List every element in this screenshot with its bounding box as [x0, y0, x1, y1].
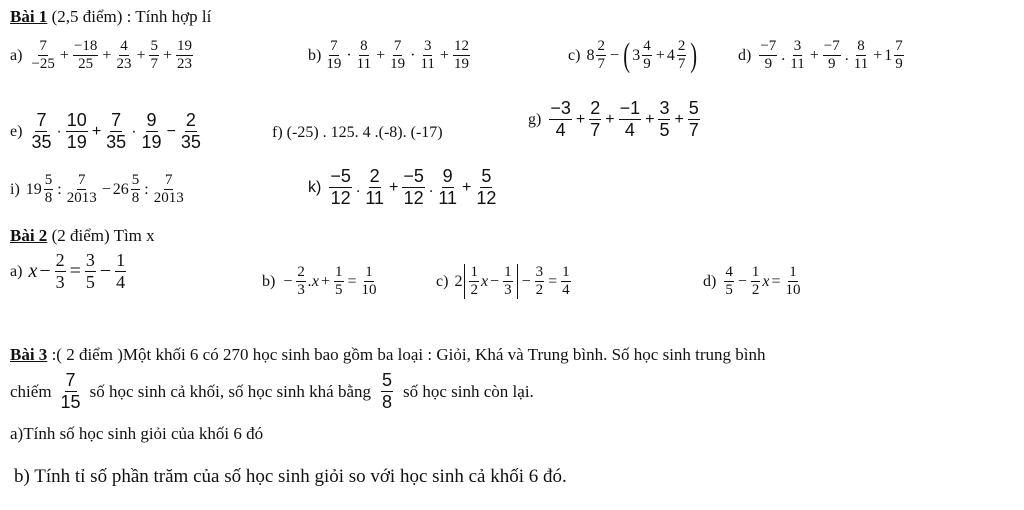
- fraction: 3 11: [790, 38, 805, 72]
- problem-2d: d) 4 5 − $\frac{1}{2}$ x = $\frac{1}{10}$: [703, 264, 801, 298]
- label-1k: k): [308, 178, 322, 196]
- fraction: −7 9: [760, 38, 777, 72]
- fraction: $\frac{7}{19}$: [390, 38, 406, 72]
- problem-1e: e) 7 35 · 10 19 + $\frac{7}{35}$ · 9 19 − $\frac{2}{35}$: [10, 110, 201, 152]
- bai1-title: Bài 1: [10, 7, 48, 26]
- fraction: $\frac{-5}{12}$: [403, 166, 424, 208]
- fraction: 7 −25: [31, 38, 55, 72]
- bai1-subtitle: (2,5 điểm) : Tính hợp lí: [47, 7, 212, 26]
- label-1g: g): [528, 110, 542, 128]
- fraction: 7 19: [326, 38, 342, 72]
- bai3-line2: [10, 370, 534, 413]
- problem-1c: c) 8 2 7 − ( 3 4 9 + 4 2 7 ): [568, 36, 698, 74]
- fraction: −5 12: [330, 166, 351, 208]
- fraction: $\frac{1}{2}$: [751, 264, 760, 298]
- mixed-number: 3 4 9: [632, 38, 651, 72]
- label-1c: c): [568, 46, 581, 64]
- fraction: 7 2013: [153, 172, 184, 206]
- fraction: 7 35: [31, 110, 52, 152]
- label-1i: i): [10, 180, 20, 198]
- bai2-heading: [10, 226, 155, 246]
- fraction: $\frac{1}{4}$: [116, 250, 126, 292]
- variable-x: x: [28, 260, 38, 282]
- bai3-part-a: a)Tính số học sinh giỏi của khối 6 đó: [10, 424, 264, 443]
- fraction: $\frac{2}{7}$: [590, 98, 601, 140]
- fraction: $\frac{1}{5}$: [335, 264, 343, 298]
- fraction: $\frac{3}{5}$: [85, 250, 95, 292]
- problem-1g: g) −3 4 + $\frac{2}{7}$ + $\frac{-1}{4}$ + $\frac{3}{5}$ + $\frac{5}{7}$: [528, 98, 699, 140]
- fraction: 4 5: [725, 264, 733, 298]
- fraction: $\frac{-1}{4}$: [619, 98, 641, 140]
- label-2c: c): [436, 272, 449, 290]
- fraction: 5 8: [381, 370, 392, 412]
- fraction: 8 11: [853, 38, 869, 72]
- bai3-text: số học sinh cả khối, số học sinh khá bằng: [89, 381, 371, 401]
- fraction: $\frac{12}{19}$: [453, 38, 469, 72]
- mixed-number: 26 5 8: [112, 172, 140, 206]
- fraction: $\frac{5}{7}$: [150, 38, 158, 72]
- fraction: 9 19: [141, 110, 162, 152]
- fraction: $\frac{2}{3}$: [297, 264, 305, 298]
- fraction: $\frac{2}{35}$: [180, 110, 201, 152]
- fraction: $\frac{3}{2}$: [535, 264, 544, 298]
- problem-1b: b) 7 19 · 8 11 + $\frac{7}{19}$ · 3 11 + $\frac{12}{19}$: [308, 38, 469, 72]
- bai2-subtitle: (2 điểm) Tìm x: [47, 226, 155, 245]
- bai3-line1: [10, 345, 766, 365]
- fraction: $\frac{4}{23}$: [116, 38, 132, 72]
- fraction: $\frac{1}{4}$: [562, 264, 570, 298]
- bai1-heading: [10, 7, 211, 27]
- coefficient: 2: [454, 272, 463, 290]
- problem-2c: c) 2 1 2 x − $\frac{1}{3}$ − $\frac{3}{2}$ = $\frac{1}{4}$: [436, 264, 570, 298]
- bai3-part-b: b) Tính tỉ số phần trăm của số học sinh giỏi so với học sinh cả khối 6 đó.: [14, 466, 567, 487]
- problem-1d: d) −7 9 . 3 11 + $\frac{-7}{9}$ . 8 11 + 1 7 9: [738, 38, 906, 73]
- fraction: 10 19: [66, 110, 87, 152]
- problem-1k: k) −5 12 . 2 11 + $\frac{-5}{12}$ . 9 11 + $\frac{5}{12}$: [308, 166, 497, 208]
- label-1e: e): [10, 122, 23, 140]
- variable-x: .x: [307, 272, 319, 290]
- problem-1i: i) 19 5 8 : 7 2013 − 26 5 8 : 7 2013: [10, 172, 184, 206]
- label-1a: a): [10, 46, 23, 64]
- fraction: $\frac{2}{3}$: [55, 250, 65, 292]
- bai2-title: Bài 2: [10, 226, 48, 245]
- fraction: 7 15: [60, 370, 81, 412]
- problem-2b: b) − $\frac{2}{3}$ .x + $\frac{1}{5}$ = $\frac{1}{10}$: [262, 264, 377, 298]
- fraction: $\frac{5}{7}$: [688, 98, 699, 140]
- fraction: $\frac{5}{12}$: [476, 166, 497, 208]
- label-2d: d): [703, 272, 717, 290]
- fraction: 3 11: [420, 38, 435, 72]
- fraction: $\frac{-18}{25}$: [73, 38, 98, 72]
- expr-1f: f) (-25) . 125. 4 .(-8). (-17): [272, 124, 443, 141]
- fraction: $\frac{19}{23}$: [177, 38, 192, 72]
- fraction: 7 2013: [66, 172, 97, 206]
- fraction: $\frac{-7}{9}$: [823, 38, 840, 72]
- mixed-number: 1 7 9: [884, 38, 903, 72]
- problem-1f: [272, 124, 443, 142]
- problem-2a: a) x − $\frac{2}{3}$ = $\frac{3}{5}$ − $\frac{1}{4}$: [10, 250, 126, 292]
- bai3-title: Bài 3: [10, 345, 48, 364]
- fraction: −3 4: [550, 98, 571, 140]
- absolute-value: 1 2 x − $\frac{1}{3}$: [464, 264, 517, 299]
- fraction: 2 11: [365, 166, 384, 208]
- variable-x: x: [762, 272, 770, 290]
- mixed-number: 8 2 7: [586, 38, 605, 72]
- fraction: $\frac{3}{5}$: [659, 98, 670, 140]
- bai3-text: :( 2 điểm )Một khối 6 có 270 học sinh bao gồm ba loại : Giỏi, Khá và Trung bình. Số học sinh trung bình: [47, 345, 766, 364]
- fraction: $\frac{7}{35}$: [106, 110, 127, 152]
- bai3-text: chiếm: [10, 381, 52, 401]
- mixed-number: 4 2 7: [666, 38, 686, 72]
- label-1b: b): [308, 46, 322, 64]
- fraction: 8 11: [356, 38, 372, 72]
- mixed-number: 19 5 8: [25, 172, 53, 206]
- label-2b: b): [262, 272, 276, 290]
- label-1d: d): [738, 46, 752, 64]
- fraction: 9 11: [438, 166, 458, 208]
- bai3-text: số học sinh còn lại.: [403, 381, 534, 401]
- fraction: $\frac{1}{10}$: [361, 264, 377, 298]
- fraction: $\frac{1}{10}$: [785, 264, 801, 298]
- label-2a: a): [10, 262, 23, 280]
- problem-1a: a) 7 −25 + $\frac{-18}{25}$ + $\frac{4}{23}$ + $\frac{5}{7}$ + $\frac{19}{23}$: [10, 38, 192, 72]
